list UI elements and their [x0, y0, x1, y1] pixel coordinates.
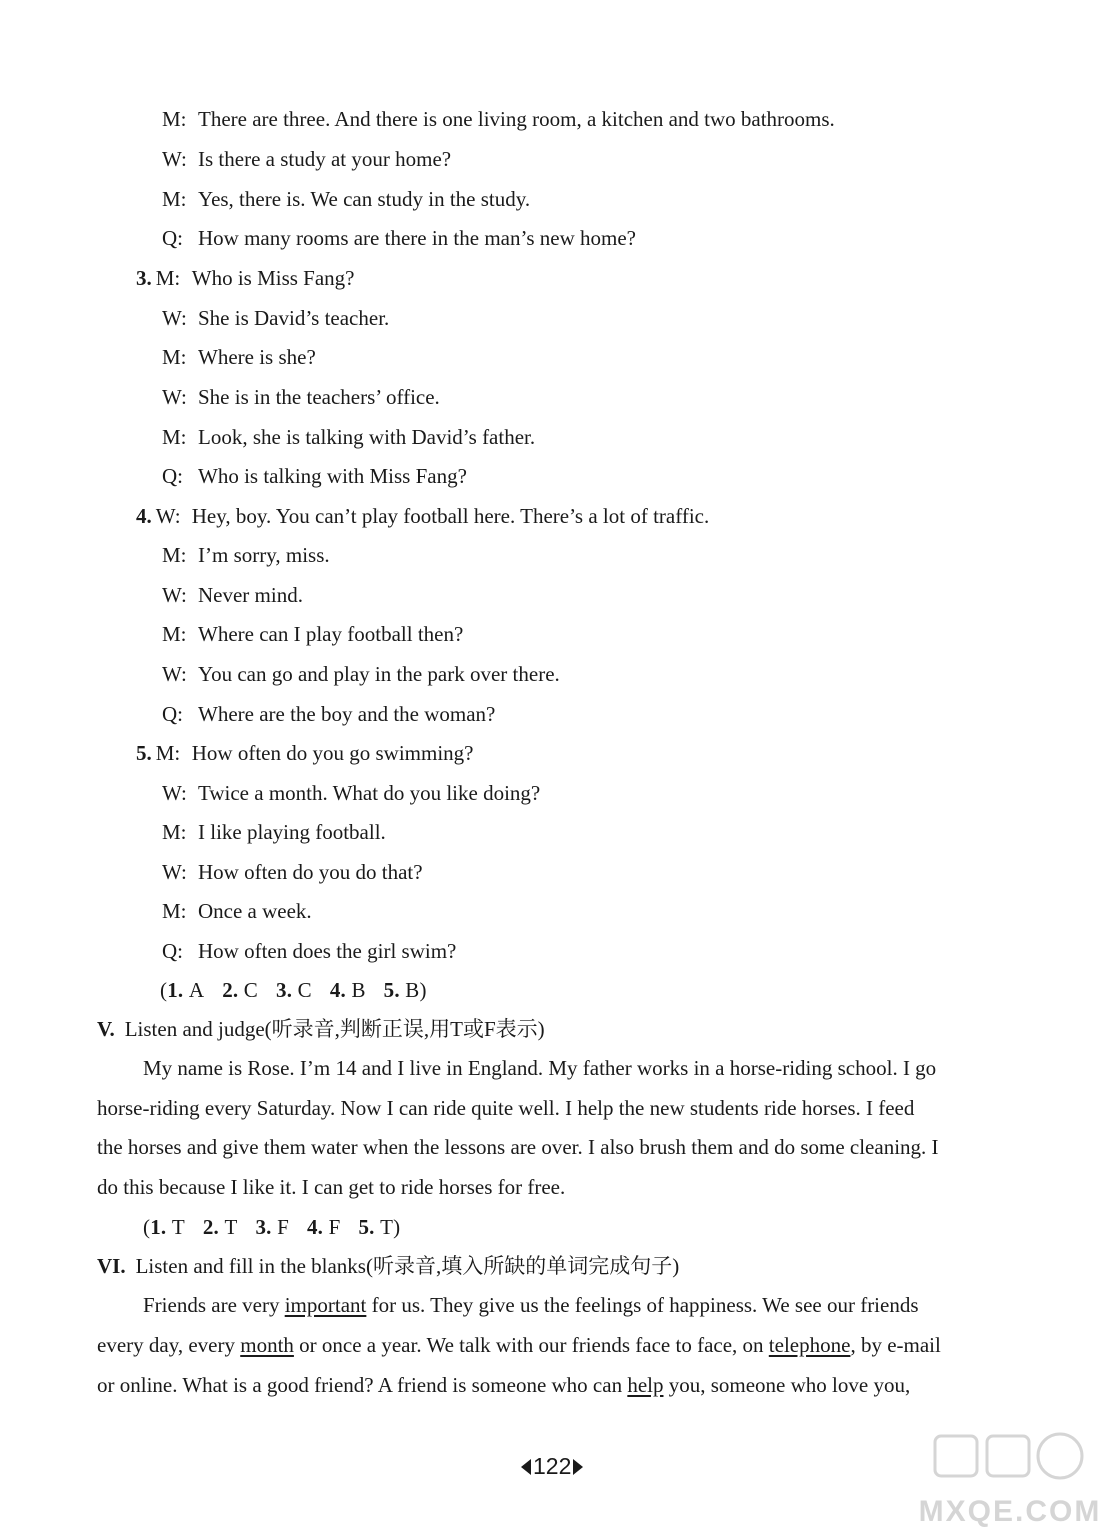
- dialogue-line: W: Never mind.: [162, 583, 303, 607]
- paragraph-line: do this because I like it. I can get to ride horses for free.: [97, 1175, 566, 1199]
- dialogue-line: M: There are three. And there is one living room, a kitchen and two bathrooms.: [162, 107, 835, 131]
- dialogue-line: 5. M: How often do you go swimming?: [136, 741, 474, 765]
- triangle-right-icon: [573, 1459, 583, 1475]
- paragraph-line: horse-riding every Saturday. Now I can ride quite well. I help the new students ride horses. I feed: [97, 1096, 915, 1120]
- dialogue-line: 4. W: Hey, boy. You can’t play football here. There’s a lot of traffic.: [136, 504, 710, 528]
- dialogue-line: W: Twice a month. What do you like doing?: [162, 781, 541, 805]
- item-number: 4.: [136, 504, 152, 528]
- item-number: 3.: [136, 266, 152, 290]
- section-v-heading: V. Listen and judge(听录音,判断正误,用T或F表示): [97, 1017, 545, 1041]
- dialogue-line: M: Look, she is talking with David’s father.: [162, 425, 536, 449]
- dialogue-line: W: How often do you do that?: [162, 860, 423, 884]
- dialogue-line: Q: How many rooms are there in the man’s new home?: [162, 226, 636, 250]
- paragraph-line: My name is Rose. I’m 14 and I live in England. My father works in a horse-riding school. I go: [143, 1056, 937, 1080]
- paragraph-line: the horses and give them water when the lessons are over. I also brush them and do some cleaning. I: [97, 1135, 939, 1159]
- dialogue-line: M: Where is she?: [162, 345, 316, 369]
- filled-blank: help: [627, 1373, 664, 1397]
- paragraph-line: Friends are very important for us. They give us the feelings of happiness. We see our friends: [143, 1293, 919, 1317]
- filled-blank: month: [240, 1333, 294, 1357]
- dialogue-line: W: She is in the teachers’ office.: [162, 385, 440, 409]
- dialogue-line: W: Is there a study at your home?: [162, 147, 452, 171]
- filled-blank: telephone: [768, 1333, 851, 1357]
- watermark-logo: [915, 1426, 1105, 1536]
- dialogue-line: M: I’m sorry, miss.: [162, 543, 330, 567]
- dialogue-line: W: She is David’s teacher.: [162, 306, 390, 330]
- item-number: 5.: [136, 741, 152, 765]
- paragraph-line: every day, every month or once a year. We talk with our friends face to face, on telephone, by e-mail: [97, 1333, 941, 1357]
- filled-blank: important: [284, 1293, 367, 1317]
- section-vi-heading: VI. Listen and fill in the blanks(听录音,填入所缺的单词完成句子): [97, 1254, 680, 1278]
- answer-key-v: (1. T 2. T 3. F 4. F 5. T): [143, 1215, 401, 1239]
- svg-text:MXQE.COM: MXQE.COM: [918, 1495, 1102, 1528]
- dialogue-line: Q: How often does the girl swim?: [162, 939, 457, 963]
- triangle-left-icon: [521, 1459, 531, 1475]
- dialogue-line: 3. M: Who is Miss Fang?: [136, 266, 355, 290]
- dialogue-line: M: I like playing football.: [162, 820, 386, 844]
- dialogue-line: M: Where can I play football then?: [162, 622, 464, 646]
- dialogue-line: Q: Where are the boy and the woman?: [162, 702, 496, 726]
- dialogue-line: M: Yes, there is. We can study in the study.: [162, 187, 531, 211]
- page-number: 122: [521, 1453, 583, 1480]
- paragraph-line: or online. What is a good friend? A friend is someone who can help you, someone who love you,: [97, 1373, 911, 1397]
- dialogue-line: Q: Who is talking with Miss Fang?: [162, 464, 467, 488]
- dialogue-line: M: Once a week.: [162, 899, 312, 923]
- answer-key-iv: (1. A 2. C 3. C 4. B 5. B): [160, 978, 427, 1002]
- dialogue-line: W: You can go and play in the park over there.: [162, 662, 560, 686]
